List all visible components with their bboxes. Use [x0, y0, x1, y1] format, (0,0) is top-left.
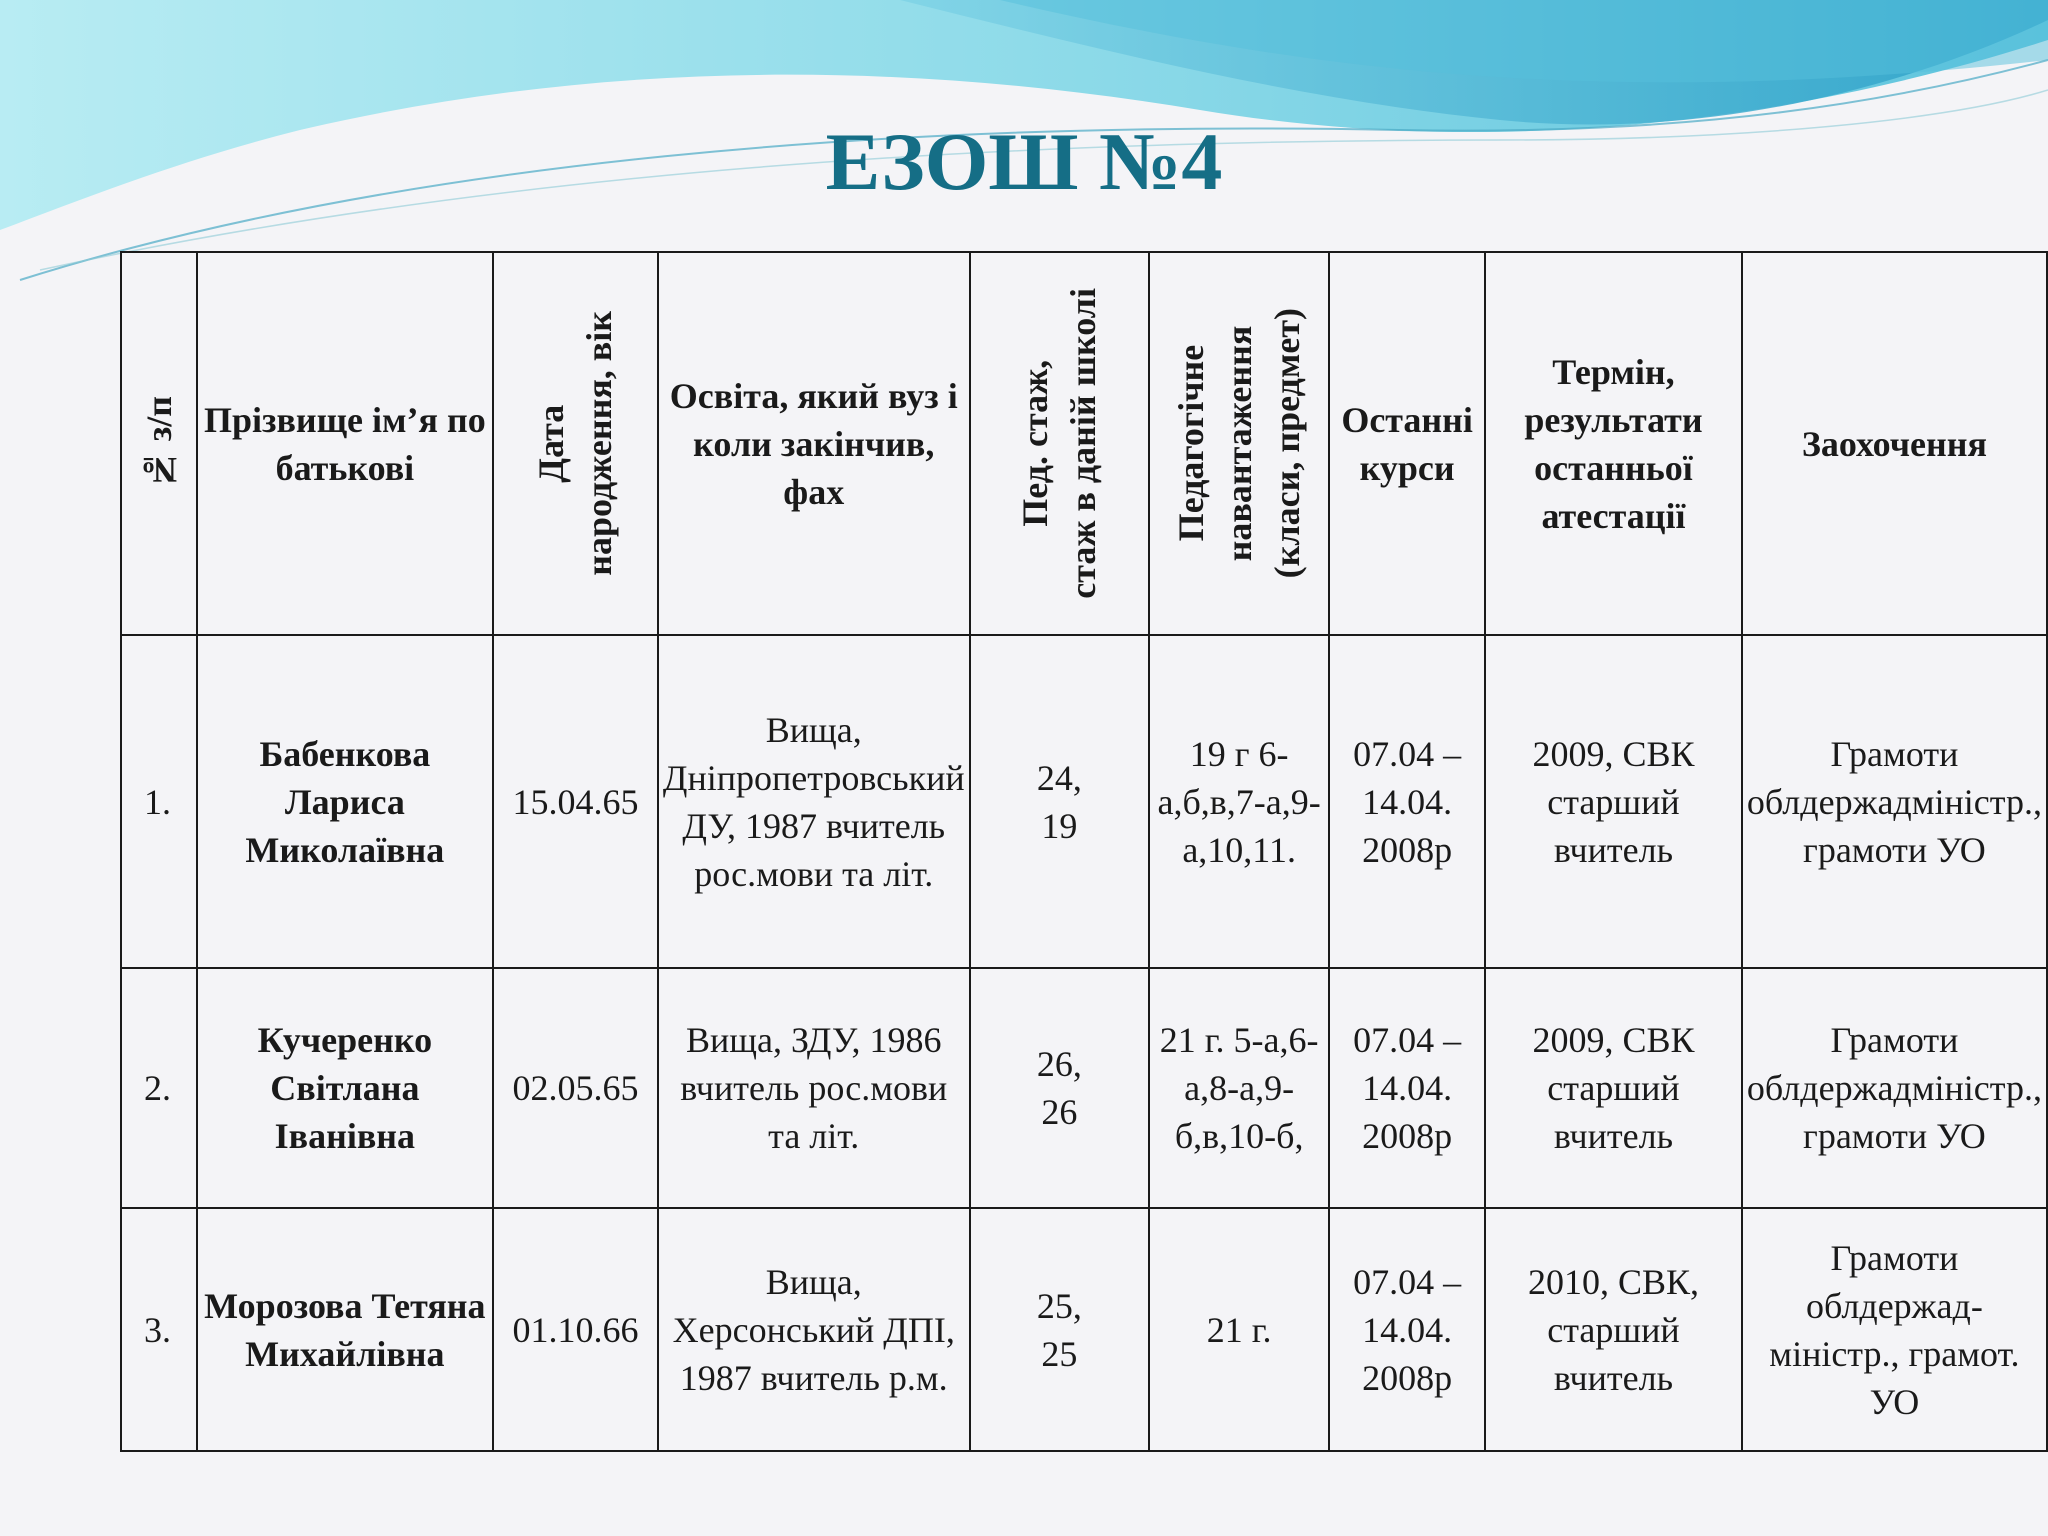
header-num-text: № з/п [138, 396, 179, 491]
header-num [121, 252, 197, 635]
header-birth-text [527, 311, 623, 576]
cell-education: Вища, ЗДУ, 1986 вчитель рос.мови та літ. [658, 968, 970, 1208]
header-row [121, 252, 2047, 635]
staff-table [120, 251, 2048, 1452]
cell-load: 19 г 6-а,б,в,7-а,9-а,10,11. [1149, 635, 1329, 968]
cell-courses: 07.04 – 14.04. 2008р [1329, 968, 1485, 1208]
cell-name: Морозова Тетяна Михайлівна [197, 1208, 493, 1451]
cell-load: 21 г. 5-а,6-а,8-а,9-б,в,10-б, [1149, 968, 1329, 1208]
header-birth [493, 252, 658, 635]
cell-name: Бабенкова Лариса Миколаївна [197, 635, 493, 968]
cell-attestation: 2010, СВК, старший вчитель [1485, 1208, 1742, 1451]
cell-rewards: Грамоти облдержад-міністр., грамот. УО [1742, 1208, 2047, 1451]
header-load-line1: Педагогічне [1171, 345, 1212, 542]
header-load-line3: (класи, предмет) [1267, 308, 1308, 579]
cell-education: Вища, Дніпропетровський ДУ, 1987 вчитель рос.мови та літ. [658, 635, 970, 968]
header-courses: Останні курси [1329, 252, 1485, 635]
header-load-text [1167, 308, 1311, 578]
header-birth-line1: Дата [531, 404, 572, 483]
cell-num: 2. [121, 968, 197, 1208]
header-rewards: Заохочення [1742, 252, 2047, 635]
cell-num: 1. [121, 635, 197, 968]
cell-experience: 25, 25 [970, 1208, 1150, 1451]
cell-attestation: 2009, СВК старший вчитель [1485, 635, 1742, 968]
cell-num: 3. [121, 1208, 197, 1451]
slide-title: ЕЗОШ №4 [825, 116, 1223, 207]
cell-education: Вища, Херсонський ДПІ, 1987 вчитель р.м. [658, 1208, 970, 1451]
table-row [121, 635, 2047, 968]
cell-experience: 24, 19 [970, 635, 1150, 968]
cell-rewards: Грамоти облдержадміністр., грамоти УО [1742, 968, 2047, 1208]
cell-attestation: 2009, СВК старший вчитель [1485, 968, 1742, 1208]
table-row [121, 1208, 2047, 1451]
header-education: Освіта, який вуз і коли закінчив, фах [658, 252, 970, 635]
header-load-line2: навантаження [1219, 325, 1260, 562]
header-attestation: Термін, результати останньої атестації [1485, 252, 1742, 635]
cell-name: Кучеренко Світлана Іванівна [197, 968, 493, 1208]
cell-courses: 07.04 – 14.04. 2008р [1329, 635, 1485, 968]
cell-birth: 02.05.65 [493, 968, 658, 1208]
cell-experience: 26, 26 [970, 968, 1150, 1208]
cell-courses: 07.04 – 14.04. 2008р [1329, 1208, 1485, 1451]
cell-birth: 01.10.66 [493, 1208, 658, 1451]
cell-birth: 15.04.65 [493, 635, 658, 968]
header-load [1149, 252, 1329, 635]
header-experience [970, 252, 1150, 635]
cell-rewards: Грамоти облдержадміністр., грамоти УО [1742, 635, 2047, 968]
header-birth-line2: народження, вік [579, 311, 620, 576]
table-row [121, 968, 2047, 1208]
header-experience-text [1011, 288, 1107, 599]
header-exp-line2: стаж в даній школі [1063, 288, 1104, 599]
header-name: Прізвище ім’я по батькові [197, 252, 493, 635]
header-exp-line1: Пед. стаж, [1015, 360, 1056, 527]
cell-load: 21 г. [1149, 1208, 1329, 1451]
